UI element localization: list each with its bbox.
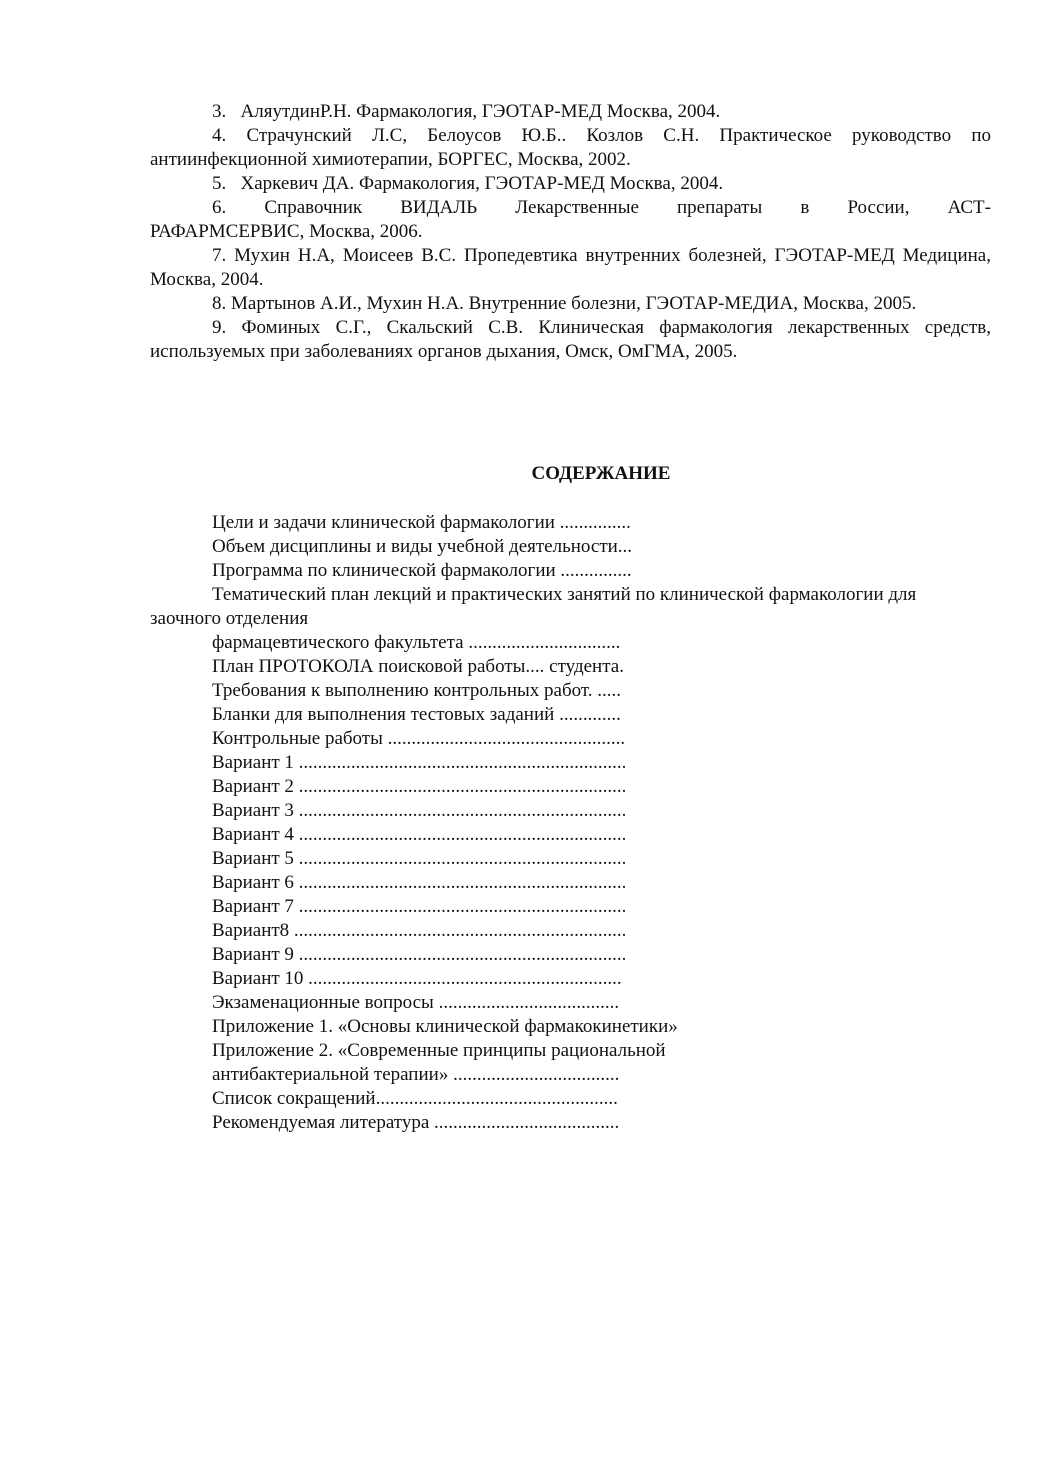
reference-item-4: 4. Страчунский Л.С, Белоусов Ю.Б.. Козлов С.Н. Практическое руководство по антиинфекционной химиотерапии, БОРГЕС, Москва, 2002.: [150, 125, 991, 170]
toc-item: Программа по клинической фармакологии ...............: [212, 560, 632, 581]
toc-item: Цели и задачи клинической фармакологии ...............: [212, 512, 631, 533]
toc-item: антибактериальной терапии» ...................................: [212, 1064, 620, 1085]
reference-item-8: 8. Мартынов А.И., Мухин Н.А. Внутренние болезни, ГЭОТАР-МЕДИА, Москва, 2005.: [212, 293, 917, 314]
reference-item-7: 7. Мухин Н.А, Моисеев В.С. Пропедевтика внутренних болезней, ГЭОТАР-МЕД Медицина, Москва, 2004.: [150, 245, 991, 290]
reference-item-6: 6. Справочник ВИДАЛЬ Лекарственные препараты в России, АСТ-: [212, 197, 991, 218]
toc-item: Бланки для выполнения тестовых заданий .............: [212, 704, 621, 725]
table-of-contents: [150, 511, 991, 1135]
toc-item: Объем дисциплины и виды учебной деятельности...: [212, 536, 633, 557]
reference-item-6-continuation: РАФАРМСЕРВИС, Москва, 2006.: [150, 221, 423, 242]
toc-title: СОДЕРЖАНИЕ: [531, 463, 671, 484]
toc-item: Приложение 2. «Современные принципы рациональной: [212, 1040, 666, 1061]
reference-list: [150, 100, 991, 364]
toc-item: Контрольные работы ..................................................: [212, 728, 626, 749]
toc-item: Рекомендуемая литература .......................................: [212, 1112, 620, 1133]
toc-item: Вариант 5 .....................................................................: [212, 848, 627, 869]
toc-item: Вариант 10 ..................................................................: [212, 968, 622, 989]
reference-item-5: 5. Харкевич ДА. Фармакология, ГЭОТАР-МЕД Москва, 2004.: [212, 173, 724, 194]
toc-item: Вариант 2 .....................................................................: [212, 776, 627, 797]
toc-item: Требования к выполнению контрольных работ. .....: [212, 680, 621, 701]
reference-item-3: 3. АляутдинР.Н. Фармакология, ГЭОТАР-МЕД Москва, 2004.: [212, 101, 721, 122]
toc-item: План ПРОТОКОЛА поисковой работы.... студента.: [212, 656, 624, 677]
toc-item: Вариант 4 .....................................................................: [212, 824, 627, 845]
toc-item: Вариант 6 .....................................................................: [212, 872, 627, 893]
toc-item: Список сокращений...................................................: [212, 1088, 618, 1109]
reference-item-9: 9. Фоминых С.Г., Скальский С.В. Клиническая фармакология лекарственных средств, используемых при заболеваниях органов дыхания, Омск, ОмГМА, 2005.: [150, 317, 991, 362]
toc-item: Тематический план лекций и практических занятий по клинической фармакологии для заочного отделения: [150, 584, 917, 629]
toc-item: Вариант 9 .....................................................................: [212, 944, 627, 965]
toc-item: Приложение 1. «Основы клинической фармакокинетики»: [212, 1016, 678, 1037]
toc-item: Вариант 3 .....................................................................: [212, 800, 627, 821]
toc-item: Экзаменационные вопросы ......................................: [212, 992, 620, 1013]
toc-item: Вариант 1 .....................................................................: [212, 752, 627, 773]
toc-item: Вариант8 ......................................................................: [212, 920, 627, 941]
toc-item: Вариант 7 .....................................................................: [212, 896, 627, 917]
toc-item: фармацевтического факультета ................................: [212, 632, 621, 653]
